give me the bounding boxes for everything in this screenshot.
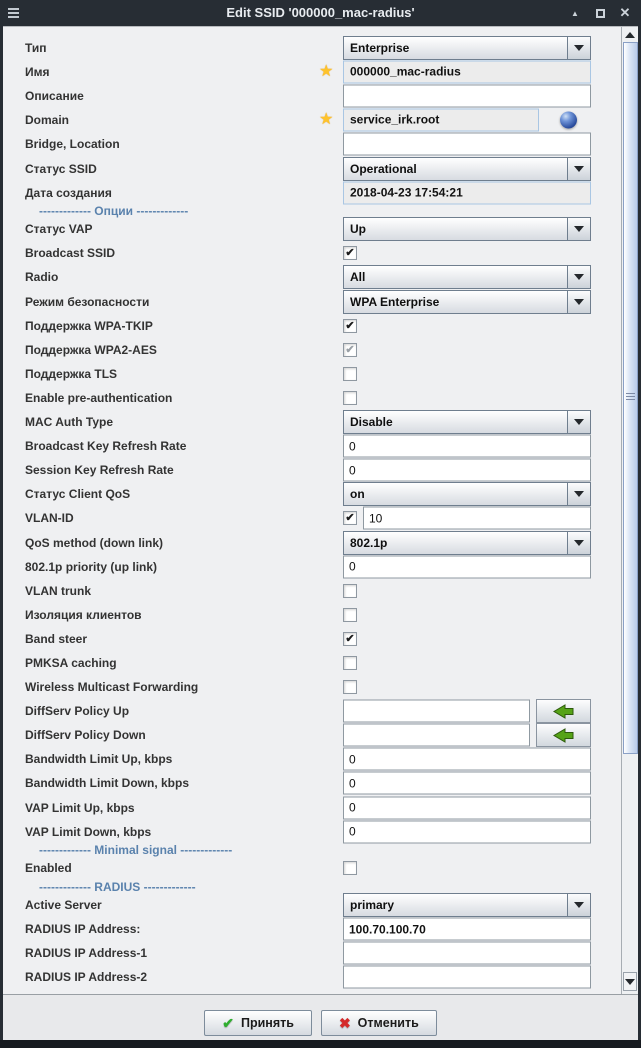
field-label-radius-ip-address-2: RADIUS IP Address-2: [25, 970, 148, 985]
client-qos-status-dropdown[interactable]: [343, 482, 591, 506]
form-row-ssid-name: [3, 60, 621, 84]
required-star-icon: ★: [319, 63, 334, 81]
form-row-wireless-multicast-forwarding: [3, 675, 621, 699]
domain-readonly-field: service_irk.root: [343, 109, 539, 132]
diffserv-policy-up-input[interactable]: [343, 700, 530, 723]
form-row-domain: [3, 108, 621, 132]
band-steer-checkbox[interactable]: ✔: [343, 632, 357, 646]
field-label-bandwidth-limit-down: Bandwidth Limit Down, kbps: [25, 776, 189, 791]
bandwidth-limit-up-input[interactable]: [343, 748, 591, 771]
field-label-client-qos-status: Статус Client QoS: [25, 487, 131, 502]
dialog-content: [3, 26, 638, 1040]
form-row-enable-pre-authentication: [3, 386, 621, 410]
pmksa-caching-checkbox[interactable]: [343, 656, 357, 670]
field-label-security-mode: Режим безопасности: [25, 294, 150, 309]
form-row-vlan-trunk: [3, 579, 621, 603]
form-row-tls-support: [3, 362, 621, 386]
form-row-client-qos-status: [3, 482, 621, 506]
field-label-type: Тип: [25, 41, 47, 56]
section-title: ------------- Minimal signal -------------: [39, 842, 233, 857]
form-row-diffserv-policy-up: [3, 699, 621, 723]
ssid-name-readonly-field: 000000_mac-radius: [343, 61, 591, 84]
description-input[interactable]: [343, 85, 591, 108]
enable-pre-authentication-checkbox[interactable]: [343, 391, 357, 405]
field-label-wpa2-aes-support: Поддержка WPA2-AES: [25, 342, 157, 357]
form-row-pmksa-caching: [3, 651, 621, 675]
field-label-diffserv-policy-down: DiffServ Policy Down: [25, 728, 146, 743]
field-label-domain: Domain: [25, 113, 70, 128]
chevron-down-icon[interactable]: [567, 894, 590, 916]
security-mode-dropdown[interactable]: [343, 290, 591, 314]
green-check-icon: ✔: [222, 1014, 234, 1031]
form-row-client-isolation: [3, 603, 621, 627]
field-label-ssid-name: Имя: [25, 65, 50, 80]
session-key-refresh-rate-input[interactable]: [343, 459, 591, 482]
form-row-wpa2-aes-support: [3, 338, 621, 362]
chevron-down-icon[interactable]: [567, 291, 590, 313]
chevron-down-icon[interactable]: [567, 37, 590, 59]
form-row-minimal-signal-enabled: [3, 856, 621, 880]
field-label-session-key-refresh-rate: Session Key Refresh Rate: [25, 463, 174, 478]
bandwidth-limit-down-input[interactable]: [343, 772, 591, 795]
client-qos-status-dropdown-value: on: [350, 487, 365, 502]
form-row-creation-date: [3, 181, 621, 205]
radius-ip-address-1-input[interactable]: [343, 942, 591, 965]
chevron-down-icon[interactable]: [567, 532, 590, 554]
accept-button[interactable]: [204, 1010, 312, 1036]
chevron-down-icon[interactable]: [567, 483, 590, 505]
vlan-trunk-checkbox[interactable]: [343, 584, 357, 598]
field-label-vap-limit-up: VAP Limit Up, kbps: [25, 800, 135, 815]
section-header-radius-section: [3, 880, 621, 893]
client-isolation-checkbox[interactable]: [343, 608, 357, 622]
field-label-vlan-trunk: VLAN trunk: [25, 583, 91, 598]
chevron-down-icon[interactable]: [567, 218, 590, 240]
vap-status-dropdown[interactable]: [343, 217, 591, 241]
field-label-wireless-multicast-forwarding: Wireless Multicast Forwarding: [25, 680, 199, 695]
vlan-id-checkbox[interactable]: ✔: [343, 511, 357, 525]
radius-ip-address-input[interactable]: [343, 918, 591, 941]
form-row-band-steer: [3, 627, 621, 651]
form-row-vap-limit-up: [3, 796, 621, 820]
scrollbar-thumb[interactable]: [623, 42, 638, 754]
form-row-vap-status: [3, 217, 621, 241]
qos-method-down-link-dropdown-value: 802.1p: [350, 535, 388, 550]
field-label-vlan-id: VLAN-ID: [25, 511, 74, 526]
vap-limit-up-input[interactable]: [343, 796, 591, 819]
field-label-active-server: Active Server: [25, 898, 102, 913]
ssid-status-dropdown-value: Operational: [350, 161, 417, 176]
field-label-enable-pre-authentication: Enable pre-authentication: [25, 390, 173, 405]
tls-support-checkbox[interactable]: [343, 367, 357, 381]
button-panel: [3, 994, 638, 1040]
diffserv-policy-up-apply-button[interactable]: [536, 699, 591, 723]
form-row-bandwidth-limit-down: [3, 771, 621, 795]
form-row-diffserv-policy-down: [3, 723, 621, 747]
form-row-ssid-status: [3, 156, 621, 180]
form-row-bandwidth-limit-up: [3, 747, 621, 771]
minimal-signal-enabled-checkbox[interactable]: [343, 861, 357, 875]
green-left-arrow-icon: [553, 704, 574, 719]
chevron-down-icon[interactable]: [567, 158, 590, 180]
form-row-mac-auth-type: [3, 410, 621, 434]
field-label-radio: Radio: [25, 270, 59, 285]
accept-button-label: Принять: [240, 1016, 294, 1030]
form-row-wpa-tkip-support: [3, 314, 621, 338]
chevron-down-icon[interactable]: [567, 266, 590, 288]
wireless-multicast-forwarding-checkbox[interactable]: [343, 680, 357, 694]
diffserv-policy-down-apply-button[interactable]: [536, 723, 591, 747]
scroll-up-button[interactable]: [622, 27, 638, 42]
active-server-dropdown[interactable]: [343, 893, 591, 917]
field-label-8021p-priority-up-link: 802.1p priority (up link): [25, 559, 158, 574]
field-label-broadcast-ssid: Broadcast SSID: [25, 246, 116, 261]
form-row-vlan-id: [3, 506, 621, 530]
ssid-form: [3, 27, 621, 994]
field-label-band-steer: Band steer: [25, 631, 88, 646]
vertical-scrollbar[interactable]: [621, 27, 638, 994]
form-scroll-area: [3, 27, 638, 994]
field-label-broadcast-key-refresh-rate: Broadcast Key Refresh Rate: [25, 439, 187, 454]
form-row-broadcast-ssid: [3, 241, 621, 265]
type-dropdown[interactable]: [343, 36, 591, 60]
broadcast-key-refresh-rate-input[interactable]: [343, 435, 591, 458]
field-label-tls-support: Поддержка TLS: [25, 366, 118, 381]
field-label-bridge-location: Bridge, Location: [25, 137, 120, 152]
field-label-qos-method-down-link: QoS method (down link): [25, 535, 163, 550]
shade-window-icon[interactable]: ▲: [571, 8, 579, 18]
section-title: ------------- Опции -------------: [39, 203, 189, 218]
vap-status-dropdown-value: Up: [350, 222, 366, 237]
form-row-type: [3, 36, 621, 60]
type-dropdown-value: Enterprise: [350, 41, 410, 56]
close-window-icon[interactable]: ✕: [619, 5, 631, 20]
field-label-wpa-tkip-support: Поддержка WPA-TKIP: [25, 318, 153, 333]
mac-auth-type-dropdown[interactable]: [343, 410, 591, 434]
field-label-radius-ip-address: RADIUS IP Address:: [25, 922, 141, 937]
scrollbar-grip-icon: [626, 391, 635, 402]
form-row-bridge-location: [3, 132, 621, 156]
required-star-icon: ★: [319, 111, 334, 129]
green-left-arrow-icon: [553, 728, 574, 743]
scroll-down-button[interactable]: [623, 972, 637, 991]
field-label-creation-date: Дата создания: [25, 185, 112, 200]
field-label-vap-status: Статус VAP: [25, 222, 93, 237]
form-row-radius-ip-address-2: [3, 965, 621, 989]
active-server-dropdown-value: primary: [350, 898, 395, 913]
field-label-mac-auth-type: MAC Auth Type: [25, 415, 113, 430]
radio-dropdown-value: All: [350, 270, 366, 285]
form-row-description: [3, 84, 621, 108]
radio-dropdown[interactable]: [343, 265, 591, 289]
wpa-tkip-support-checkbox[interactable]: ✔: [343, 319, 357, 333]
chevron-down-icon[interactable]: [567, 411, 590, 433]
window-bottom-border: [0, 1040, 641, 1048]
red-cross-icon: ✖: [338, 1014, 351, 1031]
form-row-radio: [3, 265, 621, 289]
field-label-bandwidth-limit-up: Bandwidth Limit Up, kbps: [25, 752, 173, 767]
mac-auth-type-dropdown-value: Disable: [350, 415, 393, 430]
security-mode-dropdown-value: WPA Enterprise: [350, 294, 440, 309]
scroll-down-icon: [625, 979, 635, 985]
field-label-radius-ip-address-1: RADIUS IP Address-1: [25, 946, 148, 961]
vlan-id-input[interactable]: [363, 507, 591, 530]
form-row-radius-ip-address-1: [3, 941, 621, 965]
section-title: ------------- RADIUS -------------: [39, 879, 196, 894]
field-label-client-isolation: Изоляция клиентов: [25, 607, 142, 622]
field-label-pmksa-caching: PMKSA caching: [25, 655, 117, 670]
form-row-session-key-refresh-rate: [3, 458, 621, 482]
globe-icon[interactable]: [560, 112, 577, 129]
form-row-8021p-priority-up-link: [3, 555, 621, 579]
field-label-description: Описание: [25, 89, 84, 104]
form-row-active-server: [3, 893, 621, 917]
broadcast-ssid-checkbox[interactable]: ✔: [343, 246, 357, 260]
diffserv-policy-down-input[interactable]: [343, 724, 530, 747]
8021p-priority-up-link-input[interactable]: [343, 555, 591, 578]
ssid-status-dropdown[interactable]: [343, 157, 591, 181]
window-title: Edit SSID '000000_mac-radius': [226, 5, 415, 20]
field-label-diffserv-policy-up: DiffServ Policy Up: [25, 704, 130, 719]
creation-date-readonly-field: 2018-04-23 17:54:21: [343, 181, 591, 204]
qos-method-down-link-dropdown[interactable]: [343, 531, 591, 555]
form-row-vap-limit-down: [3, 820, 621, 844]
title-bar: [0, 0, 641, 26]
form-row-qos-method-down-link: [3, 530, 621, 554]
field-label-vap-limit-down: VAP Limit Down, kbps: [25, 824, 152, 839]
section-header-options-section: [3, 205, 621, 218]
cancel-button[interactable]: [321, 1010, 437, 1036]
wpa2-aes-support-checkbox[interactable]: ✔: [343, 343, 357, 357]
scroll-up-icon: [625, 32, 635, 38]
form-row-radius-ip-address: [3, 917, 621, 941]
form-row-security-mode: [3, 290, 621, 314]
bridge-location-input[interactable]: [343, 133, 591, 156]
field-label-ssid-status: Статус SSID: [25, 161, 97, 176]
radius-ip-address-2-input[interactable]: [343, 966, 591, 989]
section-header-minimal-signal-section: [3, 844, 621, 857]
cancel-button-label: Отменить: [357, 1016, 419, 1030]
form-row-broadcast-key-refresh-rate: [3, 434, 621, 458]
vap-limit-down-input[interactable]: [343, 820, 591, 843]
maximize-window-icon[interactable]: [593, 6, 607, 20]
field-label-minimal-signal-enabled: Enabled: [25, 861, 72, 876]
